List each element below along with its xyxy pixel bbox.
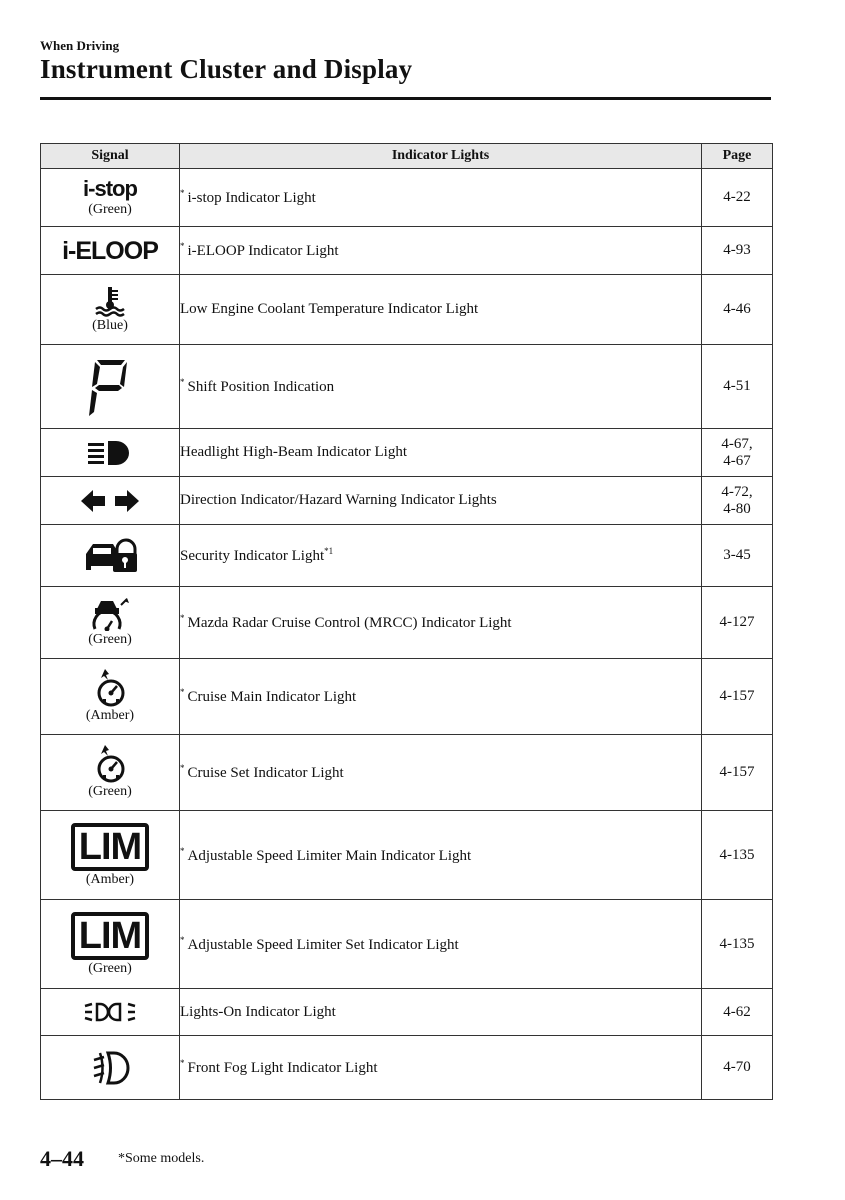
signal-cell: [41, 659, 180, 735]
lim-main-icon: LIM: [71, 823, 149, 871]
table-row: [41, 227, 773, 275]
page-ref: 4-62: [702, 989, 773, 1036]
i-eloop-icon: i-ELOOP: [62, 236, 158, 265]
table-row: [41, 659, 773, 735]
footnote: *Some models.: [118, 1151, 205, 1166]
indicator-table: [40, 143, 773, 1100]
page-ref: 4-46: [702, 275, 773, 345]
page-ref: 4-93: [702, 227, 773, 275]
signal-color: (Amber): [85, 708, 135, 723]
lights-on-icon: [83, 1001, 137, 1023]
page-ref: 4-135: [702, 811, 773, 900]
table-row: [41, 477, 773, 525]
table-row: [41, 345, 773, 429]
table-row: [41, 169, 773, 227]
indicator-label: * i-ELOOP Indicator Light: [180, 227, 702, 275]
signal-cell: [41, 275, 180, 345]
page-number: 4–44: [40, 1146, 84, 1171]
cruise-set-icon: [93, 745, 127, 783]
column-header-signal: Signal: [41, 144, 180, 169]
lim-set-icon: LIM: [71, 912, 149, 960]
table-header-row: [41, 144, 773, 169]
front-fog-icon: [90, 1049, 130, 1087]
page-ref: 4-135: [702, 900, 773, 989]
signal-cell: [41, 227, 180, 275]
page-ref: 4-157: [702, 659, 773, 735]
signal-cell: [41, 169, 180, 227]
signal-color: (Green): [88, 202, 132, 217]
signal-cell: [41, 735, 180, 811]
indicator-label: Low Engine Coolant Temperature Indicator Light: [180, 275, 702, 345]
cruise-main-icon: [93, 669, 127, 707]
signal-color: (Green): [88, 784, 132, 799]
signal-cell: [41, 345, 180, 429]
indicator-label: * Adjustable Speed Limiter Set Indicator Light: [180, 900, 702, 989]
indicator-label: * Mazda Radar Cruise Control (MRCC) Indicator Light: [180, 587, 702, 659]
signal-cell: [41, 989, 180, 1036]
table-row: [41, 989, 773, 1036]
page-title: Instrument Cluster and Display: [40, 54, 413, 84]
signal-cell: [41, 811, 180, 900]
indicator-label: Direction Indicator/Hazard Warning Indicator Lights: [180, 477, 702, 525]
signal-cell: [41, 525, 180, 587]
column-header-indicator-lights: Indicator Lights: [180, 144, 702, 169]
table-row: [41, 735, 773, 811]
indicator-label: * Cruise Main Indicator Light: [180, 659, 702, 735]
high-beam-icon: [86, 439, 134, 467]
table-row: [41, 275, 773, 345]
indicator-label: * Adjustable Speed Limiter Main Indicator Light: [180, 811, 702, 900]
direction-arrows-icon: [81, 489, 139, 513]
signal-cell: [41, 477, 180, 525]
indicator-label: Lights-On Indicator Light: [180, 989, 702, 1036]
page-ref: 4-70: [702, 1036, 773, 1100]
radar-cruise-icon: [89, 597, 131, 631]
indicator-label: * Cruise Set Indicator Light: [180, 735, 702, 811]
security-lock-icon: [83, 538, 137, 574]
table-row: [41, 587, 773, 659]
page-ref: 4-127: [702, 587, 773, 659]
table-row: [41, 811, 773, 900]
page-ref: 4-67, 4-67: [702, 429, 773, 477]
signal-cell: [41, 587, 180, 659]
column-header-page: Page: [702, 144, 773, 169]
indicator-label: * i-stop Indicator Light: [180, 169, 702, 227]
indicator-label: Security Indicator Light$^{*1}$: [180, 525, 702, 587]
page-ref: 4-72, 4-80: [702, 477, 773, 525]
signal-cell: [41, 1036, 180, 1100]
signal-color: (Green): [88, 632, 132, 647]
indicator-label: Headlight High-Beam Indicator Light: [180, 429, 702, 477]
title-divider: [40, 97, 771, 100]
signal-color: (Blue): [92, 318, 128, 333]
page-ref: 4-22: [702, 169, 773, 227]
page-ref: 4-157: [702, 735, 773, 811]
signal-cell: [41, 429, 180, 477]
signal-cell: [41, 900, 180, 989]
coolant-temperature-icon: [93, 285, 127, 317]
indicator-label: * Front Fog Light Indicator Light: [180, 1036, 702, 1100]
page-ref: 4-51: [702, 345, 773, 429]
signal-color: (Amber): [85, 871, 135, 887]
section-label: When Driving: [40, 38, 120, 53]
table-row: [41, 525, 773, 587]
indicator-label: * Shift Position Indication: [180, 345, 702, 429]
shift-position-p-icon: [89, 356, 131, 418]
signal-color: (Green): [88, 960, 132, 976]
page-ref: 3-45: [702, 525, 773, 587]
table-row: [41, 429, 773, 477]
table-row: [41, 1036, 773, 1100]
i-stop-icon: i-stop: [83, 176, 137, 201]
table-row: [41, 900, 773, 989]
